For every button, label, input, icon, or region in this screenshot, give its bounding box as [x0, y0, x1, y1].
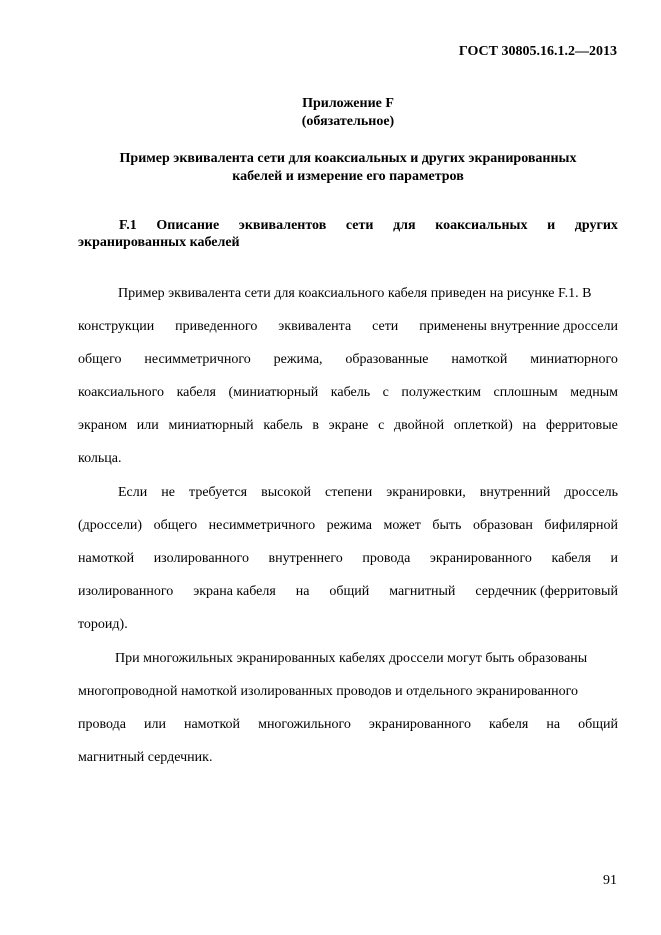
text-fragment: эквивалента — [278, 319, 352, 334]
text-fragment: магнитный — [389, 584, 456, 599]
text-fragment: степени — [325, 485, 373, 500]
text-fragment: магнитный сердечник. — [78, 750, 213, 765]
paragraph-2-line — [78, 583, 618, 601]
text-fragment: экранировки, — [386, 485, 466, 500]
text-fragment: применены внутренние дроссели — [419, 319, 618, 334]
text-fragment: может — [383, 518, 421, 533]
text-fragment: Если — [118, 485, 148, 500]
text-fragment: на — [546, 717, 561, 732]
text-fragment: кабеля — [176, 385, 216, 400]
text-fragment: не — [161, 485, 175, 500]
text-fragment: или — [143, 717, 166, 732]
text-fragment: общий — [329, 584, 370, 599]
text-fragment: внутреннего — [268, 551, 343, 566]
section-number: F.1 — [119, 218, 137, 233]
document-code: ГОСТ 30805.16.1.2—2013 — [458, 44, 617, 59]
paragraph-1-line — [78, 318, 618, 336]
text-fragment: высокой — [261, 485, 311, 500]
text-fragment: сердечник (ферритовый — [475, 584, 618, 599]
text-fragment: требуется — [189, 485, 248, 500]
text-fragment: общего — [153, 518, 198, 533]
paragraph-2-line — [78, 616, 618, 634]
text-fragment: режима, — [273, 352, 323, 367]
text-fragment: в — [312, 418, 319, 433]
text-fragment: быть — [432, 518, 462, 533]
text-fragment: намоткой — [78, 551, 135, 566]
paragraph-1-line — [78, 384, 618, 402]
text-fragment: общего — [78, 352, 122, 367]
section-heading-line-1 — [78, 217, 618, 234]
text-fragment: образован — [472, 518, 533, 533]
paragraph-3-line — [115, 650, 618, 668]
text-fragment: изолированного — [78, 584, 174, 599]
text-fragment: медным — [570, 385, 618, 400]
text-fragment: режима — [326, 518, 372, 533]
text-fragment: экранированного — [368, 717, 471, 732]
text-fragment: экранированного — [429, 551, 532, 566]
text-fragment: провода — [78, 717, 126, 732]
document-title-line-1: Пример эквивалента сети для коаксиальных и других экранированных — [119, 151, 577, 166]
text-fragment: бифилярной — [544, 518, 618, 533]
text-fragment: экране — [328, 418, 369, 433]
text-fragment: конструкции — [78, 319, 155, 334]
text-fragment: изолированного — [153, 551, 249, 566]
text-fragment: многожильного — [258, 717, 351, 732]
section-heading-word: сети — [345, 218, 374, 233]
section-heading-word: для — [393, 218, 416, 233]
text-fragment: сети — [372, 319, 399, 334]
paragraph-2-line — [78, 550, 618, 568]
text-fragment: на — [522, 418, 537, 433]
text-fragment: При многожильных экранированных кабелях дроссели могут быть образованы — [115, 651, 588, 666]
text-fragment: коаксиального — [78, 385, 165, 400]
section-heading-word: и — [547, 218, 556, 233]
section-heading-word: Описание — [156, 218, 220, 233]
paragraph-1-line — [78, 417, 618, 435]
paragraph-3-line — [78, 749, 618, 767]
text-fragment: экраном — [78, 418, 128, 433]
text-fragment: сплошным — [493, 385, 558, 400]
text-fragment: дроссель — [564, 485, 618, 500]
section-heading-word: коаксиальных — [435, 218, 528, 233]
text-fragment: многопроводной намоткой изолированных проводов и отдельного экранированного — [78, 684, 579, 699]
text-fragment: приведенного — [175, 319, 258, 334]
page-number: 91 — [603, 873, 617, 888]
paragraph-3-line — [78, 683, 618, 701]
text-fragment: провода — [362, 551, 411, 566]
text-fragment: оплеткой) — [453, 418, 513, 433]
document-title-line-2: кабелей и измерение его параметров — [232, 169, 464, 184]
paragraph-1-line — [78, 450, 618, 468]
text-fragment: с — [382, 385, 389, 400]
text-fragment: и — [610, 551, 618, 566]
text-fragment: тороид). — [78, 617, 128, 632]
text-fragment: ферритовые — [545, 418, 618, 433]
text-fragment: миниатюрного — [530, 352, 618, 367]
paragraph-2-line — [78, 517, 618, 535]
text-fragment: несимметричного — [208, 518, 316, 533]
text-fragment: или — [136, 418, 159, 433]
text-fragment: полужестким — [401, 385, 481, 400]
text-fragment: экрана кабеля — [193, 584, 276, 599]
text-fragment: кольца. — [78, 451, 122, 466]
section-heading-word: эквивалентов — [238, 218, 327, 233]
paragraph-3-line — [78, 716, 618, 734]
text-fragment: намоткой — [451, 352, 508, 367]
text-fragment: кабеля — [488, 717, 529, 732]
section-heading-word: других — [574, 218, 618, 233]
appendix-status: (обязательное) — [301, 114, 395, 129]
appendix-heading — [78, 95, 618, 131]
text-fragment: общий — [578, 717, 618, 732]
text-fragment: кабель — [263, 418, 303, 433]
text-fragment: (миниатюрный — [228, 385, 319, 400]
text-fragment: двойной — [393, 418, 445, 433]
paragraph-2-line — [118, 484, 618, 502]
appendix-title: Приложение F — [302, 96, 394, 111]
text-fragment: несимметричного — [144, 352, 251, 367]
section-heading — [78, 217, 618, 251]
text-fragment: на — [295, 584, 310, 599]
section-heading-line-2: экранированных кабелей — [78, 235, 240, 250]
text-fragment: (дроссели) — [78, 518, 143, 533]
text-fragment: Пример эквивалента сети для коаксиального кабеля приведен на рисунке F.1. В — [118, 286, 592, 301]
text-fragment: миниатюрный — [168, 418, 254, 433]
paragraph-1-line — [78, 351, 618, 369]
text-fragment: намоткой — [183, 717, 241, 732]
text-fragment: внутренний — [479, 485, 551, 500]
paragraph-1-line — [118, 285, 618, 303]
text-fragment: кабель — [330, 385, 371, 400]
text-fragment: кабеля — [551, 551, 591, 566]
text-fragment: образованные — [345, 352, 429, 367]
text-fragment: с — [378, 418, 385, 433]
document-title — [78, 150, 618, 186]
